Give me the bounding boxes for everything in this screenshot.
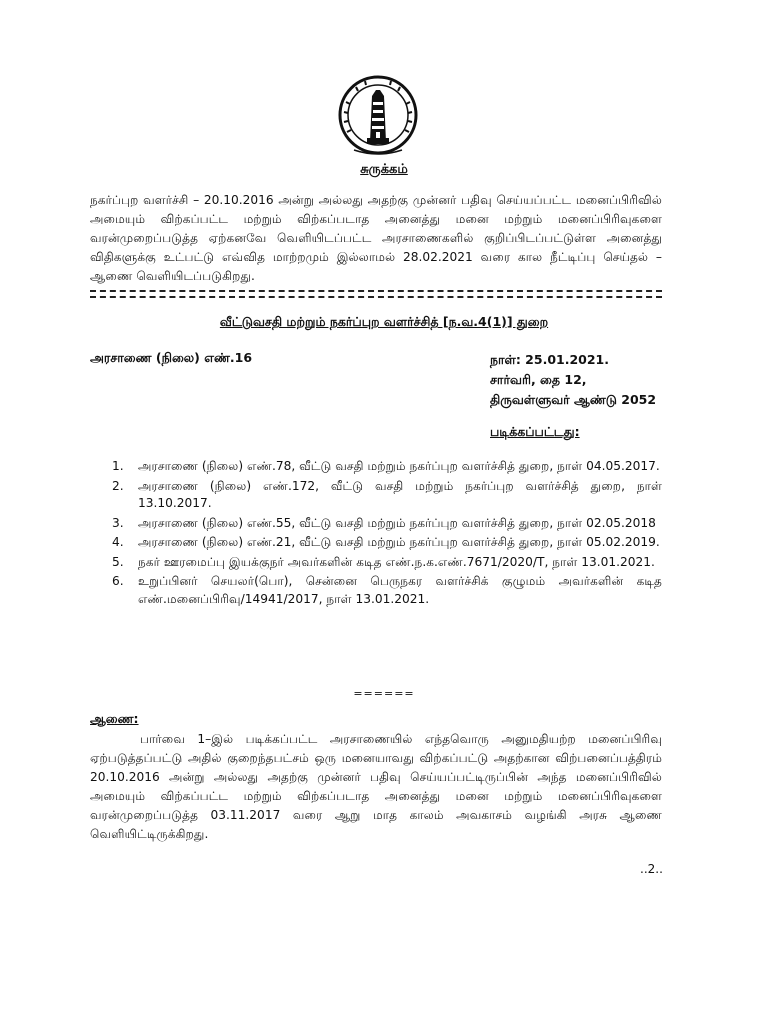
reference-number: 1. (112, 459, 124, 473)
reference-text: நகர் ஊரமைப்பு இயக்குநர் அவர்களின் கடித எண்.ந.க.எண்.7671/2020/T, நாள் 13.01.2021. (138, 554, 655, 569)
reference-text: உறுப்பினர் செயலர்(பொ), சென்னை பெருநகர வளர்ச்சிக் குழுமம் அவர்களின் கடித எண்.மனைப்பிரிவு/14941/2017, நாள் 13.01.2021. (138, 574, 662, 606)
references-list (112, 458, 662, 610)
summary-paragraph (90, 191, 662, 286)
order-heading: ஆணை: (90, 711, 139, 726)
reference-text: அரசாணை (நிலை) எண்.172, வீட்டு வசதி மற்றும் நகர்ப்புற வளர்ச்சித் துறை, நாள் 13.10.2017. (138, 478, 662, 510)
tamil-calendar-date: சார்வரி, தை 12, (490, 372, 587, 387)
government-emblem-icon (332, 72, 424, 158)
reference-text: அரசாணை (நிலை) எண்.21, வீட்டு வசதி மற்றும் நகர்ப்புற வளர்ச்சித் துறை, நாள் 05.02.2019. (138, 535, 660, 549)
order-text: பார்வை 1–இல் படிக்கப்பட்ட அரசாணையில் எந்தவொரு அனுமதியற்ற மனைப்பிரிவு ஏற்படுத்தப்பட்டு அதில் குறைந்தபட்சம் ஒரு மனையாவது விற்கப்பட்டு அதற்கான விற்பனைப்பத்திரம் 20.10.2016 அன்று அல்லது அதற்கு முன்னர் பதிவு செய்யப்பட்டிருப்பின் அந்த மனைப்பிரிவில் அமையும் விற்கப்பட்ட மற்றும் விற்கப்படாத அனைத்து மனை மற்றும் மனைப்பிரிவுகளை வரன்முறைப்படுத்த 03.11.2017 வரை ஆறு மாத காலம் அவகாசம் வழங்கி அரசு ஆணை வெளியிட்டிருக்கிறது. (90, 732, 662, 841)
thiruvalluvar-year: திருவள்ளுவர் ஆண்டு 2052 (490, 392, 657, 407)
reference-number: 6. (112, 574, 124, 588)
page-number: ..2.. (640, 862, 663, 876)
order-paragraph (90, 730, 662, 844)
department-heading: வீட்டுவசதி மற்றும் நகர்ப்புற வளர்ச்சித் [ந.வ.4(1)] துறை (219, 314, 549, 329)
reference-number: 5. (112, 554, 124, 569)
government-order-number: அரசாணை (நிலை) எண்.16 (90, 350, 253, 365)
reference-item (112, 478, 662, 513)
reference-item (112, 554, 662, 572)
reference-text: அரசாணை (நிலை) எண்.78, வீட்டு வசதி மற்றும் நகர்ப்புற வளர்ச்சித் துறை, நாள் 04.05.2017. (138, 459, 660, 473)
section-separator: ====== (353, 687, 415, 700)
references-heading: படிக்கப்பட்டது: (490, 424, 580, 439)
reference-number: 3. (112, 515, 124, 530)
reference-number: 2. (112, 478, 124, 493)
summary-text: நகர்ப்புற வளர்ச்சி – 20.10.2016 அன்று அல்லது அதற்கு முன்னர் பதிவு செய்யப்பட்ட மனைப்பிரிவில் அமையும் விற்கப்பட்ட மற்றும் விற்கப்படாத அனைத்து மனை மற்றும் மனைப்பிரிவுகளை வரன்முறைப்படுத்த ஏற்கனவே வெளியிடப்பட்ட அரசாணைகளில் குறிப்பிடப்பட்டுள்ள அனைத்து விதிகளுக்கு உட்பட்டு எவ்வித மாற்றமும் இல்லாமல் 28.02.2021 வரை கால நீட்டிப்பு செய்தல் – ஆணை வெளியிடப்படுகிறது. (90, 193, 662, 283)
reference-item (112, 534, 662, 552)
reference-item (112, 573, 662, 608)
reference-item (112, 515, 662, 533)
order-date: நாள்: 25.01.2021. (490, 352, 610, 367)
double-dashed-divider (90, 290, 662, 298)
order-date-block (490, 350, 656, 410)
document-title: சுருக்கம் (360, 162, 408, 177)
reference-text: அரசாணை (நிலை) எண்.55, வீட்டு வசதி மற்றும் நகர்ப்புற வளர்ச்சித் துறை, நாள் 02.05.2018 (138, 515, 656, 530)
reference-number: 4. (112, 535, 124, 549)
reference-item (112, 458, 662, 476)
